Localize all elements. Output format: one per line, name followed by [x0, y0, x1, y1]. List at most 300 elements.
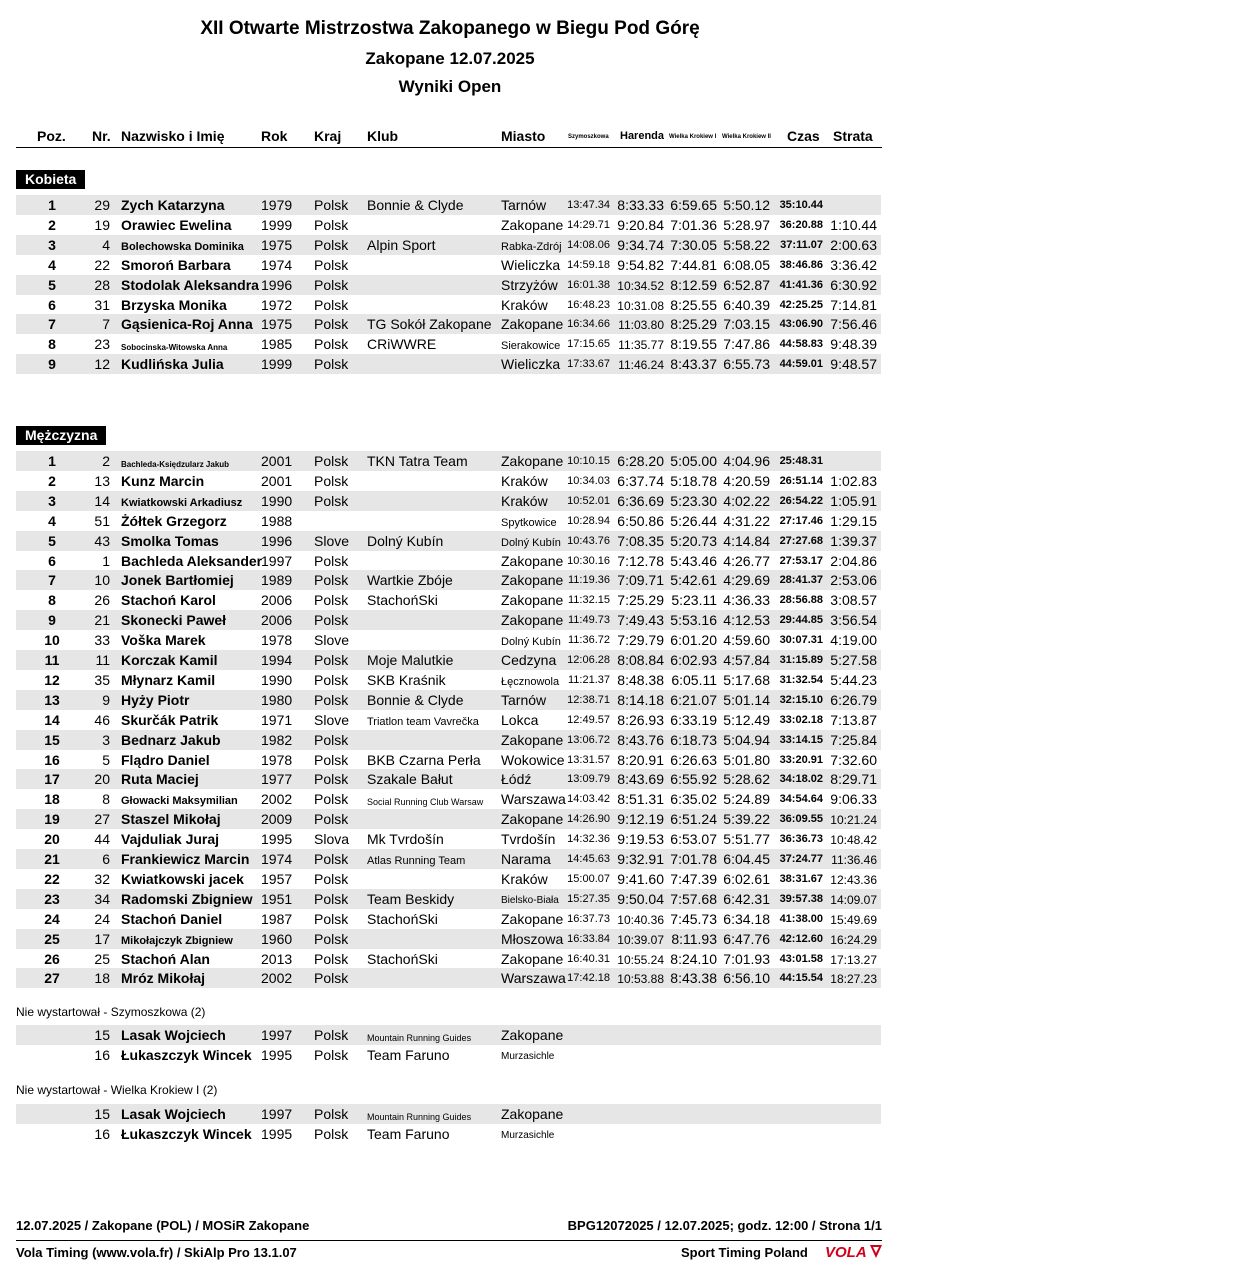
- split-szymoszkowa: 16:37.73: [567, 912, 610, 925]
- country: Polsk: [314, 296, 349, 313]
- gap: 5:27.58: [830, 652, 877, 668]
- country: Polsk: [314, 751, 349, 768]
- club: Dolný Kubín: [367, 532, 444, 549]
- city: Zakopane: [501, 612, 564, 629]
- bib-number: 27: [94, 811, 110, 828]
- col-czas: Czas: [787, 128, 820, 144]
- total-time: 28:41.37: [779, 574, 823, 587]
- athlete-name: Łukaszczyk Wincek: [121, 1046, 252, 1063]
- athlete-name: Orawiec Ewelina: [121, 216, 232, 233]
- split-szymoszkowa: 10:34.03: [567, 474, 610, 487]
- col-kraj: Kraj: [314, 128, 342, 144]
- gap: 14:09.07: [830, 892, 877, 907]
- split-wk1: 6:21.07: [670, 691, 717, 708]
- total-time: 35:10.44: [779, 199, 823, 211]
- total-time: 44:15.54: [779, 972, 823, 985]
- split-wk2: 4:26.77: [723, 552, 770, 569]
- total-time: 26:51.14: [779, 474, 823, 487]
- bib-number: 8: [102, 791, 110, 808]
- split-szymoszkowa: 12:49.57: [567, 713, 610, 726]
- result-row: [16, 889, 881, 909]
- split-wk2: 6:02.61: [723, 870, 770, 887]
- bib-number: 2: [102, 453, 110, 469]
- country: Polsk: [314, 791, 349, 808]
- split-wk1: 6:55.92: [670, 771, 717, 788]
- gap: 1:05.91: [830, 492, 877, 509]
- split-wk2: 5:28.97: [723, 216, 770, 233]
- country: Polsk: [314, 691, 349, 708]
- city: Łęcznowola: [501, 675, 560, 688]
- bib-number: 22: [94, 256, 110, 273]
- total-time: 36:36.73: [779, 833, 823, 846]
- split-szymoszkowa: 10:28.94: [567, 514, 610, 527]
- country: Polsk: [314, 276, 349, 293]
- dns-note: Nie wystartował - Szymoszkowa (2): [16, 1005, 206, 1019]
- split-wk1: 5:05.00: [670, 453, 717, 469]
- club: Mk Tvrdošín: [367, 831, 444, 848]
- position: 2: [48, 472, 56, 489]
- position: 21: [44, 851, 60, 867]
- athlete-name: Stodolak Aleksandra: [121, 276, 259, 293]
- column-headers: [16, 127, 882, 148]
- athlete-name: Lasak Wojciech: [121, 1106, 226, 1122]
- split-wk2: 6:56.10: [723, 970, 770, 987]
- country: Polsk: [314, 811, 349, 828]
- position: 2: [48, 216, 56, 233]
- split-harenda: 7:49.43: [617, 612, 664, 629]
- athlete-name: Frankiewicz Marcin: [121, 851, 250, 867]
- split-wk1: 6:51.24: [670, 811, 717, 828]
- split-szymoszkowa: 16:34.66: [567, 318, 610, 331]
- gap: 3:08.57: [830, 592, 877, 609]
- gap: 6:30.92: [830, 276, 877, 293]
- club: Social Running Club Warsaw: [367, 797, 484, 808]
- city: Zakopane: [501, 572, 564, 589]
- birth-year: 1987: [261, 910, 293, 927]
- total-time: 34:54.64: [779, 793, 823, 806]
- split-harenda: 7:12.78: [617, 552, 664, 569]
- split-harenda: 11:35.77: [618, 338, 664, 353]
- bib-number: 21: [94, 612, 110, 629]
- result-row: [16, 531, 881, 551]
- birth-year: 1974: [261, 256, 293, 273]
- col-split-1: Szymoszkowa: [568, 134, 609, 140]
- split-harenda: 9:50.04: [617, 890, 664, 907]
- position: 18: [44, 791, 60, 808]
- split-szymoszkowa: 16:48.23: [567, 298, 610, 311]
- split-wk1: 5:23.30: [670, 492, 717, 509]
- bib-number: 12: [94, 356, 110, 373]
- city: Wieliczka: [501, 356, 561, 373]
- athlete-name: Korczak Kamil: [121, 652, 218, 668]
- city: Tvrdošín: [501, 831, 556, 848]
- gap: 7:56.46: [830, 316, 877, 333]
- split-szymoszkowa: 13:31.57: [567, 753, 610, 766]
- birth-year: 1982: [261, 731, 293, 748]
- birth-year: 1960: [261, 930, 293, 947]
- bib-number: 34: [94, 890, 110, 907]
- result-row: [16, 590, 881, 610]
- bib-number: 25: [94, 950, 110, 967]
- total-time: 42:25.25: [779, 298, 823, 311]
- country: Polsk: [314, 970, 349, 987]
- split-szymoszkowa: 11:36.72: [567, 634, 610, 647]
- birth-year: 1994: [261, 652, 293, 668]
- city: Cedzyna: [501, 652, 557, 668]
- position: 22: [44, 870, 60, 887]
- split-wk1: 8:19.55: [670, 336, 717, 353]
- split-harenda: 8:48.38: [617, 671, 664, 688]
- result-row: [16, 451, 881, 471]
- position: 8: [48, 336, 56, 353]
- split-szymoszkowa: 14:45.63: [567, 853, 610, 865]
- split-wk2: 5:01.80: [723, 751, 770, 768]
- athlete-name: Skonecki Paweł: [121, 612, 227, 629]
- club: Team Beskidy: [367, 890, 455, 907]
- result-row: [16, 551, 881, 571]
- birth-year: 2009: [261, 811, 293, 828]
- split-harenda: 10:40.36: [617, 912, 664, 927]
- birth-year: 1995: [261, 831, 293, 848]
- athlete-name: Kwiatkowski Arkadiusz: [121, 496, 243, 509]
- result-row: [16, 314, 881, 334]
- athlete-name: Żółtek Grzegorz: [121, 512, 227, 529]
- gap: 3:56.54: [830, 612, 877, 629]
- birth-year: 1951: [261, 890, 293, 907]
- split-harenda: 10:39.07: [617, 932, 664, 947]
- split-szymoszkowa: 16:01.38: [567, 278, 610, 291]
- birth-year: 1995: [261, 1046, 293, 1063]
- birth-year: 1997: [261, 552, 293, 569]
- country: Polsk: [314, 197, 349, 213]
- athlete-name: Ruta Maciej: [121, 771, 199, 788]
- athlete-name: Bednarz Jakub: [121, 731, 221, 748]
- split-harenda: 6:36.69: [617, 492, 664, 509]
- split-wk1: 6:26.63: [670, 751, 717, 768]
- city: Strzyżów: [501, 276, 558, 293]
- split-harenda: 7:09.71: [617, 572, 664, 589]
- birth-year: 1977: [261, 771, 293, 788]
- split-harenda: 8:26.93: [617, 711, 664, 728]
- total-time: 25:48.31: [779, 455, 823, 467]
- bib-number: 32: [94, 870, 110, 887]
- country: Polsk: [314, 256, 349, 273]
- club: CRiWWRE: [367, 336, 437, 353]
- split-wk1: 6:01.20: [670, 632, 717, 649]
- split-wk1: 5:26.44: [670, 512, 717, 529]
- bib-number: 3: [102, 731, 110, 748]
- country: Polsk: [314, 930, 349, 947]
- total-time: 37:24.77: [779, 853, 823, 865]
- city: Murzasichle: [501, 1050, 555, 1062]
- bib-number: 4: [102, 236, 110, 253]
- total-time: 31:32.54: [779, 673, 823, 686]
- athlete-name: Smoroń Barbara: [121, 256, 231, 273]
- birth-year: 1975: [261, 316, 293, 333]
- result-row: [16, 471, 881, 491]
- split-harenda: 9:19.53: [617, 831, 664, 848]
- total-time: 27:53.17: [779, 554, 823, 567]
- dns-row: [16, 1045, 881, 1065]
- bib-number: 18: [94, 970, 110, 987]
- result-row: [16, 354, 881, 374]
- country: Polsk: [314, 356, 349, 373]
- athlete-name: Głowacki Maksymilian: [121, 795, 238, 808]
- position: 17: [44, 771, 60, 788]
- gap: 2:04.86: [830, 552, 877, 569]
- birth-year: 1980: [261, 691, 293, 708]
- gap: 1:02.83: [830, 472, 877, 489]
- city: Zakopane: [501, 552, 564, 569]
- col-split-2: Harenda: [620, 130, 665, 142]
- split-szymoszkowa: 14:03.42: [567, 793, 610, 806]
- position: 26: [44, 950, 60, 967]
- country: Polsk: [314, 731, 349, 748]
- gap: 4:19.00: [830, 632, 877, 649]
- gap: 6:26.79: [830, 691, 877, 708]
- country: Polsk: [314, 572, 349, 589]
- bib-number: 46: [94, 711, 110, 728]
- birth-year: 1971: [261, 711, 293, 728]
- split-szymoszkowa: 17:33.67: [567, 358, 610, 371]
- split-szymoszkowa: 14:32.36: [567, 833, 610, 846]
- split-wk1: 5:20.73: [670, 532, 717, 549]
- birth-year: 1978: [261, 632, 293, 649]
- split-wk1: 5:42.61: [670, 572, 717, 589]
- city: Murzasichle: [501, 1129, 555, 1141]
- total-time: 37:11.07: [780, 238, 823, 251]
- club: Moje Malutkie: [367, 652, 454, 668]
- result-row: [16, 730, 881, 750]
- split-wk1: 7:01.78: [670, 851, 717, 867]
- col-nr: Nr.: [92, 128, 111, 144]
- gap: 2:00.63: [830, 236, 877, 253]
- athlete-name: Hyży Piotr: [121, 691, 190, 708]
- col-poz: Poz.: [37, 128, 66, 144]
- split-wk1: 8:43.37: [670, 356, 717, 373]
- split-szymoszkowa: 10:52.01: [567, 494, 610, 507]
- country: Polsk: [314, 592, 349, 609]
- split-wk1: 8:24.10: [670, 950, 717, 967]
- gap: 3:36.42: [830, 256, 877, 273]
- position: 7: [48, 572, 56, 589]
- gap: 1:10.44: [830, 216, 877, 233]
- athlete-name: Łukaszczyk Wincek: [121, 1125, 252, 1142]
- city: Zakopane: [501, 910, 564, 927]
- split-wk2: 7:47.86: [723, 336, 770, 353]
- bib-number: 44: [94, 831, 110, 848]
- split-harenda: 10:34.52: [617, 278, 664, 293]
- gap: 2:53.06: [830, 572, 877, 589]
- city: Łódź: [501, 771, 532, 788]
- split-wk1: 7:01.36: [670, 216, 717, 233]
- total-time: 44:59.01: [779, 358, 823, 371]
- city: Kraków: [501, 870, 548, 887]
- split-szymoszkowa: 15:27.35: [567, 892, 610, 905]
- dns-row: [16, 1025, 881, 1045]
- result-row: [16, 511, 881, 531]
- club: Wartkie Zbóje: [367, 572, 453, 589]
- position: 23: [44, 890, 60, 907]
- total-time: 43:06.90: [779, 318, 823, 331]
- split-szymoszkowa: 11:32.15: [567, 594, 610, 607]
- club: Atlas Running Team: [367, 855, 466, 867]
- birth-year: 1978: [261, 751, 293, 768]
- split-wk1: 6:33.19: [670, 711, 717, 728]
- bib-number: 29: [94, 197, 110, 213]
- split-harenda: 9:20.84: [617, 216, 664, 233]
- split-szymoszkowa: 17:42.18: [567, 972, 610, 985]
- total-time: 36:20.88: [779, 218, 823, 231]
- position: 14: [44, 711, 60, 728]
- country: Slove: [314, 532, 350, 549]
- position: 24: [44, 910, 60, 927]
- athlete-name: Sobocinska-Witowska Anna: [121, 343, 228, 353]
- bib-number: 15: [94, 1106, 110, 1122]
- athlete-name: Voška Marek: [121, 632, 206, 649]
- club: Mountain Running Guides: [367, 1112, 472, 1122]
- country: Polsk: [314, 950, 349, 967]
- split-harenda: 10:55.24: [617, 952, 664, 967]
- athlete-name: Brzyska Monika: [121, 296, 227, 313]
- city: Kraków: [501, 296, 548, 313]
- result-row: [16, 630, 881, 650]
- result-row: [16, 750, 881, 770]
- split-wk2: 5:17.68: [723, 671, 770, 688]
- result-row: [16, 670, 881, 690]
- split-wk2: 4:59.60: [723, 632, 770, 649]
- club: Triatlon team Vavrečka: [367, 715, 479, 728]
- gap: 7:32.60: [830, 751, 877, 768]
- gap: 10:48.42: [830, 833, 877, 848]
- result-row: [16, 929, 881, 949]
- split-wk2: 4:02.22: [723, 492, 770, 509]
- birth-year: 1972: [261, 296, 293, 313]
- result-row: [16, 909, 881, 929]
- country: Polsk: [314, 492, 349, 509]
- position: 6: [48, 296, 56, 313]
- split-wk2: 6:34.18: [723, 910, 770, 927]
- split-wk1: 8:11.93: [671, 930, 717, 947]
- split-wk1: 6:02.93: [670, 652, 717, 668]
- split-wk2: 5:01.14: [723, 691, 770, 708]
- position: 3: [48, 492, 56, 509]
- result-row: [16, 275, 881, 295]
- position: 27: [44, 970, 60, 987]
- result-row: [16, 570, 881, 590]
- athlete-name: Kunz Marcin: [121, 472, 205, 489]
- split-wk2: 5:24.89: [723, 791, 770, 808]
- result-row: [16, 849, 881, 869]
- bib-number: 26: [94, 592, 110, 609]
- birth-year: 2001: [261, 472, 293, 489]
- vola-logo-mark: [825, 1243, 883, 1261]
- split-szymoszkowa: 15:00.07: [567, 872, 610, 885]
- split-szymoszkowa: 17:15.65: [567, 338, 610, 351]
- position: 19: [44, 811, 60, 828]
- position: 8: [48, 592, 56, 609]
- country: Polsk: [314, 453, 349, 469]
- result-row: [16, 610, 881, 630]
- split-wk1: 5:43.46: [670, 552, 717, 569]
- bib-number: 20: [94, 771, 110, 788]
- bib-number: 13: [94, 472, 110, 489]
- city: Lokca: [501, 711, 539, 728]
- split-wk2: 4:31.22: [723, 512, 770, 529]
- split-szymoszkowa: 16:33.84: [567, 932, 610, 945]
- total-time: 34:18.02: [779, 773, 823, 786]
- athlete-name: Bachleda Aleksander: [121, 552, 263, 569]
- country: Polsk: [314, 336, 349, 353]
- split-wk2: 7:03.15: [723, 316, 770, 333]
- split-harenda: 8:14.18: [617, 691, 664, 708]
- split-wk2: 6:40.39: [723, 296, 770, 313]
- country: Slova: [314, 831, 350, 848]
- result-row: [16, 710, 881, 730]
- city: Spytkowice: [501, 516, 557, 529]
- club: TG Sokół Zakopane: [367, 316, 492, 333]
- total-time: 29:44.85: [779, 614, 823, 627]
- split-wk1: 8:12.59: [670, 276, 717, 293]
- split-wk2: 5:28.62: [723, 771, 770, 788]
- total-time: 43:01.58: [779, 952, 823, 965]
- result-row: [16, 295, 881, 315]
- city: Wieliczka: [501, 256, 561, 273]
- result-row: [16, 769, 881, 789]
- country: Polsk: [314, 671, 349, 688]
- result-row: [16, 650, 881, 670]
- footer-company: Sport Timing Poland: [681, 1245, 808, 1260]
- country: Polsk: [314, 851, 349, 867]
- birth-year: 1957: [261, 870, 293, 887]
- gap: 9:06.33: [830, 791, 877, 808]
- position: 4: [48, 256, 56, 273]
- city: Sierakowice: [501, 340, 561, 353]
- birth-year: 1985: [261, 336, 293, 353]
- dns-note: Nie wystartował - Wielka Krokiew I (2): [16, 1083, 218, 1097]
- split-harenda: 7:29.79: [617, 632, 664, 649]
- position: 12: [44, 671, 60, 688]
- city: Zakopane: [501, 592, 564, 609]
- bib-number: 16: [94, 1125, 110, 1142]
- club: Team Faruno: [367, 1125, 450, 1142]
- split-wk2: 4:20.59: [723, 472, 770, 489]
- result-row: [16, 829, 881, 849]
- city: Wokowice: [501, 751, 565, 768]
- split-harenda: 9:12.19: [617, 811, 664, 828]
- city: Zakopane: [501, 950, 564, 967]
- bib-number: 31: [94, 296, 110, 313]
- split-harenda: 10:53.88: [617, 972, 664, 987]
- country: Polsk: [314, 236, 349, 253]
- gap: 1:39.37: [830, 532, 877, 549]
- city: Tarnów: [501, 691, 547, 708]
- gap: 12:43.36: [830, 872, 877, 887]
- city: Zakopane: [501, 1106, 564, 1122]
- split-wk1: 8:25.55: [670, 296, 717, 313]
- athlete-name: Bachleda-Księdzularz Jakub: [121, 460, 230, 469]
- club: StachońSki: [367, 950, 438, 967]
- split-wk2: 5:04.94: [723, 731, 770, 748]
- country: Polsk: [314, 1027, 349, 1043]
- split-szymoszkowa: 10:43.76: [567, 534, 610, 547]
- bib-number: 7: [102, 316, 110, 333]
- athlete-name: Stachoń Karol: [121, 592, 216, 609]
- club: Bonnie & Clyde: [367, 691, 464, 708]
- birth-year: 1996: [261, 532, 293, 549]
- total-time: 26:54.22: [779, 494, 823, 507]
- position: 4: [48, 512, 56, 529]
